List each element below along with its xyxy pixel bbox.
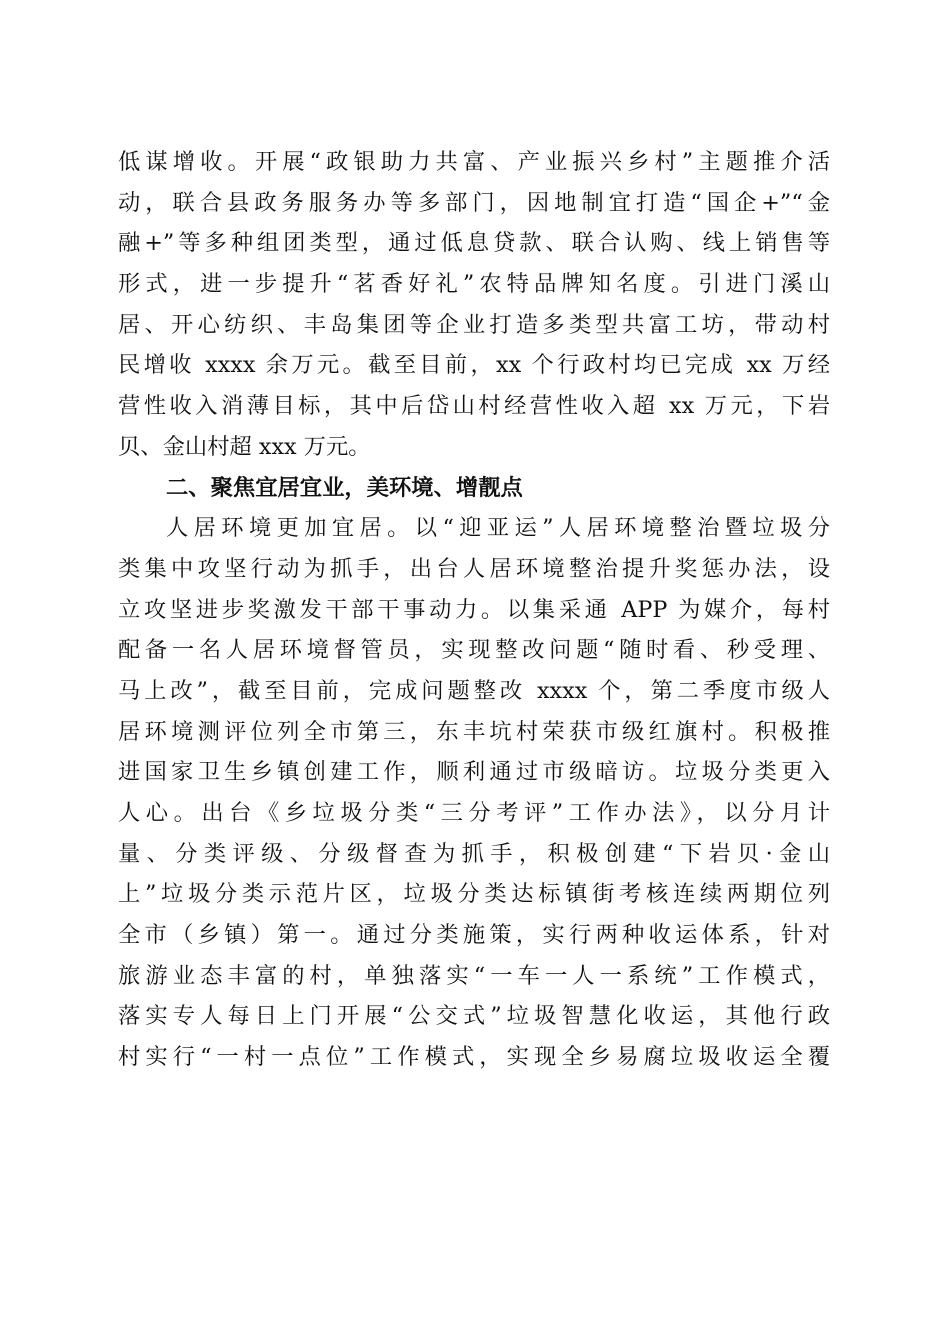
paragraph-line: 人心。出台《乡垃圾分类“三分考评”工作办法》，以分月计 [118, 800, 830, 826]
paragraph-line: 全市（乡镇）第一。通过分类施策，实行两种收运体系，针对 [118, 922, 830, 949]
paragraph-line: 落实专人每日上门开展“公交式”垃圾智慧化收运，其他行政 [118, 1003, 830, 1030]
paragraph-line: 旅游业态丰富的村，单独落实“一车一人一系统”工作模式， [118, 962, 830, 989]
paragraph-line: 动，联合县政务服务办等多部门，因地制宜打造“国企+”“金 [118, 189, 830, 216]
paragraph-line: 人居环境更加宜居。以“迎亚运”人居环境整治暨垃圾分 [166, 515, 830, 542]
paragraph-line: 营性收入消薄目标，其中后岱山村经营性收入超 xx 万元，下岩 [118, 393, 830, 420]
document-body [118, 142, 830, 1078]
paragraph-line: 融+”等多种组团类型，通过低息贷款、联合认购、线上销售等 [118, 230, 830, 257]
paragraph-line: 民增收 xxxx 余万元。截至目前，xx 个行政村均已完成 xx 万经 [118, 352, 830, 379]
paragraph-line: 类集中攻坚行动为抓手，出台人居环境整治提升奖惩办法，设 [118, 555, 830, 582]
paragraph-line: 立攻坚进步奖激发干部干事动力。以集采通 APP 为媒介，每村 [118, 596, 830, 623]
paragraph-line: 贝、金山村超 xxx 万元。 [118, 433, 371, 460]
paragraph-line: 量、分类评级、分级督查为抓手，积极创建“下岩贝·金山 [118, 840, 830, 867]
paragraph-line: 马上改”，截至目前，完成问题整改 xxxx 个，第二季度市级人 [118, 677, 830, 704]
paragraph-line: 村实行“一村一点位”工作模式，实现全乡易腐垃圾收运全覆 [118, 1044, 830, 1071]
paragraph-line: 配备一名人居环境督管员，实现整改问题“随时看、秒受理、 [118, 637, 830, 664]
paragraph-line: 居、开心纺织、丰岛集团等企业打造多类型共富工坊，带动村 [118, 311, 830, 338]
paragraph-line: 形式，进一步提升“茗香好礼”农特品牌知名度。引进门溪山 [118, 271, 830, 298]
paragraph-line: 进国家卫生乡镇创建工作，顺利通过市级暗访。垃圾分类更入 [118, 759, 830, 786]
section-heading: 二、聚焦宜居宜业，美环境、增靓点 [166, 474, 523, 501]
paragraph-line: 低谋增收。开展“政银助力共富、产业振兴乡村”主题推介活 [118, 149, 830, 175]
paragraph-line: 上”垃圾分类示范片区，垃圾分类达标镇街考核连续两期位列 [118, 881, 830, 908]
paragraph-line: 居环境测评位列全市第三，东丰坑村荣获市级红旗村。积极推 [118, 718, 830, 745]
